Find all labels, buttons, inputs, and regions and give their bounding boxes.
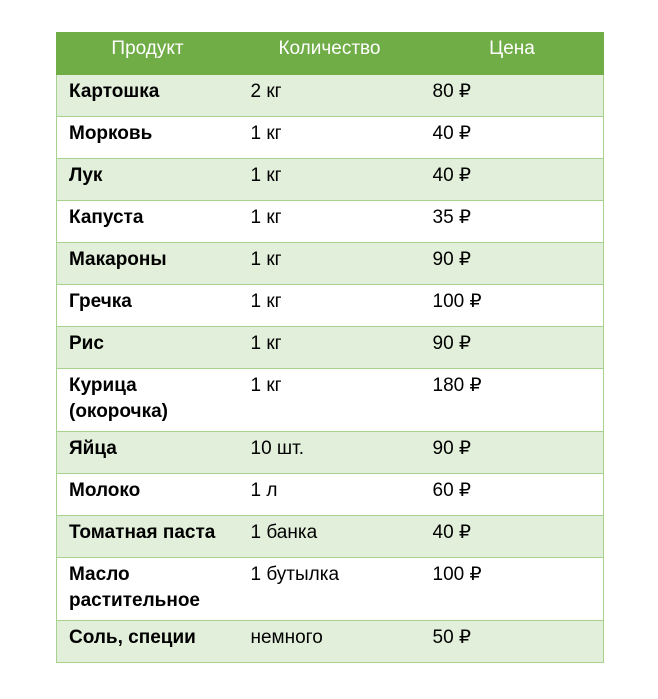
cell-quantity: 1 бутылка [239,558,421,621]
cell-product: Томатная паста [57,516,239,558]
cell-quantity: 10 шт. [239,432,421,474]
cell-product: Масло растительное [57,558,239,621]
table-row [57,474,604,516]
table-row [57,243,604,285]
cell-product: Молоко [57,474,239,516]
cell-quantity: 1 кг [239,285,421,327]
cell-product: Соль, специи [57,621,239,663]
table-row [57,369,604,432]
cell-quantity: 1 кг [239,369,421,432]
cell-price: 100 ₽ [421,285,604,327]
cell-price: 40 ₽ [421,516,604,558]
cell-price: 90 ₽ [421,327,604,369]
table-row [57,558,604,621]
cell-product: Макароны [57,243,239,285]
cell-product: Капуста [57,201,239,243]
cell-quantity: 2 кг [239,75,421,117]
cell-quantity: 1 банка [239,516,421,558]
cell-price: 90 ₽ [421,243,604,285]
cell-price: 60 ₽ [421,474,604,516]
grocery-table-container [56,32,603,663]
table-row [57,621,604,663]
cell-price: 100 ₽ [421,558,604,621]
cell-product: Гречка [57,285,239,327]
cell-quantity: 1 л [239,474,421,516]
header-quantity: Количество [239,33,421,75]
grocery-price-table [56,32,604,663]
table-row [57,159,604,201]
cell-product: Яйца [57,432,239,474]
table-header [57,33,604,75]
cell-quantity: 1 кг [239,327,421,369]
cell-price: 80 ₽ [421,75,604,117]
table-row [57,201,604,243]
cell-quantity: 1 кг [239,201,421,243]
cell-quantity: 1 кг [239,117,421,159]
cell-quantity: немного [239,621,421,663]
table-row [57,327,604,369]
cell-quantity: 1 кг [239,243,421,285]
table-row [57,117,604,159]
cell-price: 50 ₽ [421,621,604,663]
cell-product: Рис [57,327,239,369]
table-row [57,516,604,558]
header-price: Цена [421,33,604,75]
cell-product: Картошка [57,75,239,117]
cell-price: 40 ₽ [421,159,604,201]
table-row [57,75,604,117]
header-product: Продукт [57,33,239,75]
table-row [57,285,604,327]
cell-price: 90 ₽ [421,432,604,474]
header-row [57,33,604,75]
table-row [57,432,604,474]
cell-price: 40 ₽ [421,117,604,159]
cell-price: 35 ₽ [421,201,604,243]
cell-product: Курица (окорочка) [57,369,239,432]
cell-product: Лук [57,159,239,201]
cell-quantity: 1 кг [239,159,421,201]
cell-price: 180 ₽ [421,369,604,432]
table-body [57,75,604,663]
cell-product: Морковь [57,117,239,159]
